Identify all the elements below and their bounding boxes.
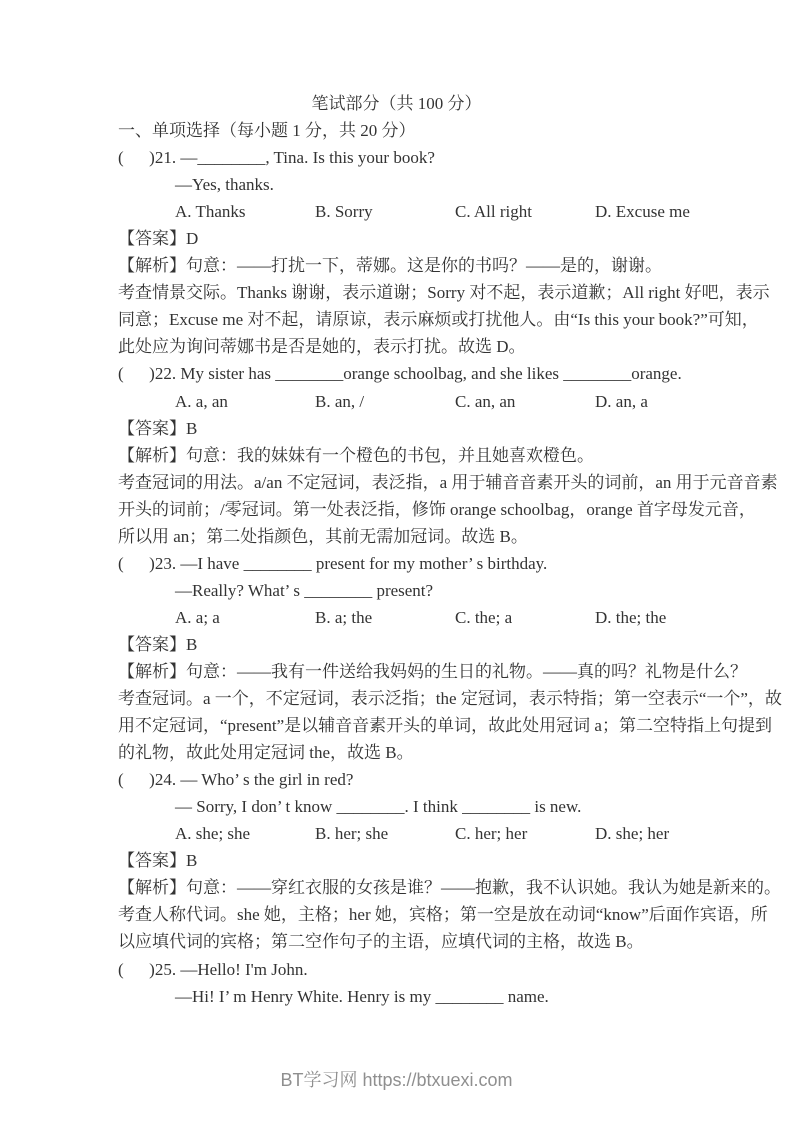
question-21-analysis-line: 【解析】句意：——打扰一下，蒂娜。这是你的书吗？——是的，谢谢。 <box>118 256 662 276</box>
question-23-option-d: D. the; the <box>595 607 667 627</box>
question-22-option-c: C. an, an <box>455 391 516 411</box>
question-24-options-row <box>118 820 675 847</box>
question-21-stem-line: ( )21. —________, Tina. Is this your book? <box>118 148 435 168</box>
question-22-analysis-line: 所以用 an；第二处指颜色，其前无需加冠词。故选 B。 <box>118 526 528 546</box>
question-24-analysis-line: 以应填代词的宾格；第二空作句子的主语，应填代词的主格，故选 B。 <box>118 932 644 952</box>
question-list <box>118 144 782 1010</box>
question-22-answer-line: 【答案】B <box>118 418 198 438</box>
question-21-analysis-line: 同意；Excuse me 对不起，请原谅，表示麻烦或打扰他人。由“Is this your book?”可知， <box>118 310 759 330</box>
question-21-option-a: A. Thanks <box>175 202 246 222</box>
question-25-stem-line: ( )25. —Hello! I'm John. <box>118 959 308 979</box>
question-24-stem-line: — Sorry, I don’ t know ________. I think ________ is new. <box>175 797 582 817</box>
question-22-option-a: A. a, an <box>175 391 228 411</box>
question-24-stem-line: ( )24. — Who’ s the girl in red? <box>118 770 354 790</box>
question-21-analysis-line: 此处应为询问蒂娜书是否是她的，表示打扰。故选 D。 <box>118 337 526 357</box>
question-22-analysis-line: 【解析】句意：我的妹妹有一个橙色的书包，并且她喜欢橙色。 <box>118 445 594 465</box>
question-21-answer-line: 【答案】D <box>118 229 199 249</box>
question-23-option-a: A. a; a <box>175 607 220 627</box>
question-23-analysis-line: 的礼物，故此处用定冠词 the，故选 B。 <box>118 743 414 763</box>
question-21-stem-line: —Yes, thanks. <box>175 175 274 195</box>
question-24-option-c: C. her; her <box>455 824 528 844</box>
exam-paper <box>118 90 782 1010</box>
question-21-option-b: B. Sorry <box>315 202 373 222</box>
question-24-option-a: A. she; she <box>175 824 251 844</box>
question-25-stem-line: —Hi! I’ m Henry White. Henry is my ________ name. <box>175 986 549 1006</box>
question-24-option-d: D. she; her <box>595 824 670 844</box>
question-22-options-row <box>118 388 675 415</box>
question-23-option-c: C. the; a <box>455 607 513 627</box>
question-21-option-c: C. All right <box>455 202 532 222</box>
question-21-analysis-line: 考查情景交际。Thanks 谢谢，表示道谢；Sorry 对不起，表示道歉；All right 好吧，表示 <box>118 283 770 303</box>
question-23-analysis-line: 考查冠词。a 一个，不定冠词，表示泛指；the 定冠词，表示特指；第一空表示“一个”，故 <box>118 689 782 709</box>
watermark-footer: BT学习网 https://btxuexi.com <box>280 1070 513 1090</box>
question-22-analysis-line: 开头的词前；/零冠词。第一处表泛指，修饰 orange schoolbag，orange 首字母发元音， <box>118 499 756 519</box>
question-24-analysis-line: 考查人称代词。she 她，主格；her 她，宾格；第一空是放在动词“know”后面作宾语，所 <box>118 905 768 925</box>
question-21-option-d: D. Excuse me <box>595 202 690 222</box>
page-title: 笔试部分（共 100 分） <box>311 94 482 113</box>
question-23-options-row <box>118 604 675 631</box>
question-24-analysis-line: 【解析】句意：——穿红衣服的女孩是谁？——抱歉，我不认识她。我认为她是新来的。 <box>118 878 781 898</box>
question-23-analysis-line: 【解析】句意：——我有一件送给我妈妈的生日的礼物。——真的吗？礼物是什么？ <box>118 661 747 681</box>
question-21-options-row <box>118 198 690 225</box>
question-23-option-b: B. a; the <box>315 607 373 627</box>
question-22-stem-line: ( )22. My sister has ________orange schoolbag, and she likes ________orange. <box>118 364 682 384</box>
question-22-option-b: B. an, / <box>315 391 365 411</box>
question-22-analysis-line: 考查冠词的用法。a/an 不定冠词，表泛指，a 用于辅音音素开头的词前，an 用于元音音素 <box>118 472 778 492</box>
question-22-option-d: D. an, a <box>595 391 648 411</box>
question-23-analysis-line: 用不定冠词，“present”是以辅音音素开头的单词，故此处用冠词 a；第二空特指上句提到 <box>118 716 772 736</box>
question-23-answer-line: 【答案】B <box>118 634 198 654</box>
section-heading: 一、单项选择（每小题 1 分，共 20 分） <box>118 121 416 141</box>
question-23-stem-line: ( )23. —I have ________ present for my mother’ s birthday. <box>118 553 548 573</box>
question-24-answer-line: 【答案】B <box>118 851 198 871</box>
question-24-option-b: B. her; she <box>315 824 389 844</box>
question-23-stem-line: —Really? What’ s ________ present? <box>175 580 434 600</box>
